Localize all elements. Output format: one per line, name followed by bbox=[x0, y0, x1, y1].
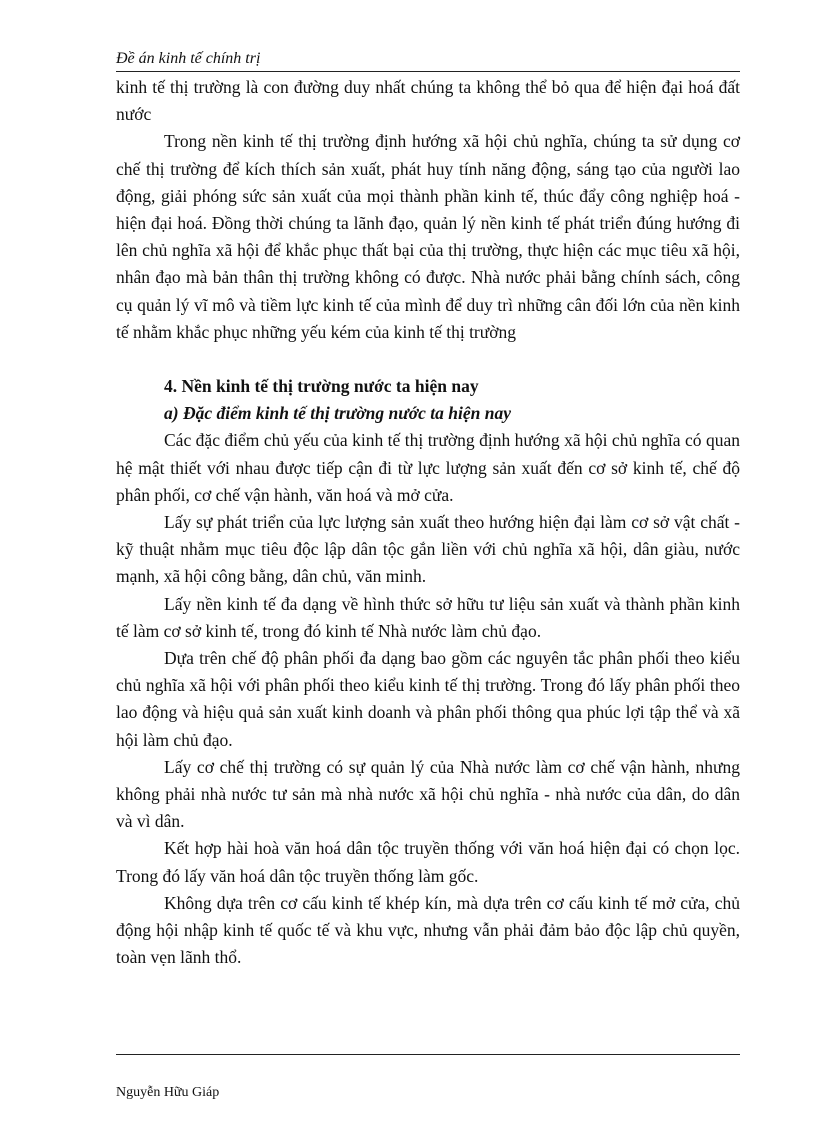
header-rule bbox=[116, 71, 740, 72]
section-title: 4. Nền kinh tế thị trường nước ta hiện nay bbox=[164, 376, 479, 397]
paragraph-distribution: Dựa trên chế độ phân phối đa dạng bao gồm các nguyên tắc phân phối theo kiểu chủ nghĩa xã hội với phân phối theo kiểu kinh tế thị trường. Trong đó lấy phân phối theo lao động và hiệu quả sản xuất kinh doanh và phân phối thông qua phúc lợi tập thể và xã hội làm chủ đạo. bbox=[116, 648, 740, 750]
paragraph-culture: Kết hợp hài hoà văn hoá dân tộc truyền thống với văn hoá hiện đại có chọn lọc. Trong đó lấy văn hoá dân tộc truyền thống làm gốc. bbox=[116, 838, 740, 886]
paragraph-production-forces: Lấy sự phát triển của lực lượng sản xuất theo hướng hiện đại làm cơ sở vật chất - kỹ thuật nhằm mục tiêu độc lập dân tộc gắn liền với chủ nghĩa xã hội, dân giàu, nước mạnh, xã hội công bằng, dân chủ, văn minh. bbox=[116, 512, 740, 587]
paragraph-characteristics: Các đặc điểm chủ yếu của kinh tế thị trường định hướng xã hội chủ nghĩa có quan hệ mật thiết với nhau được tiếp cận đi từ lực lượng sản xuất đến cơ sở kinh tế, chế độ phân phối, cơ chế vận hành, văn hoá và mở cửa. bbox=[116, 430, 740, 505]
paragraph-mechanism: Lấy cơ chế thị trường có sự quản lý của Nhà nước làm cơ chế vận hành, nhưng không phải nhà nước tư sản mà nhà nước xã hội chủ nghĩa - nhà nước của dân, do dân và vì dân. bbox=[116, 756, 740, 832]
paragraph-market-orientation: Trong nền kinh tế thị trường định hướng xã hội chủ nghĩa, chúng ta sử dụng cơ chế thị trường để kích thích sản xuất, phát huy tính năng động, sáng tạo của người lao động, giải phóng sức sản xuất của mọi thành phần kinh tế, thúc đẩy công nghiệp hoá - hiện đại hoá. Đồng thời chúng ta lãnh đạo, quản lý nền kinh tế phát triển đúng hướng đi lên chủ nghĩa xã hội để khắc phục thất bại của thị trường, thực hiện các mục tiêu xã hội, nhân đạo mà bản thân thị trường không có được. Nhà nước phải bằng chính sách, công cụ quản lý vĩ mô và tiềm lực kinh tế của mình để duy trì những cân đối lớn của nền kinh tế nhằm khắc phục những yếu kém của kinh tế thị trường bbox=[116, 131, 740, 342]
footer-rule bbox=[116, 1054, 740, 1055]
subsection-title: a) Đặc điểm kinh tế thị trường nước ta hiện nay bbox=[164, 403, 512, 424]
footer-author: Nguyễn Hữu Giáp bbox=[116, 1085, 220, 1100]
page-header-title: Đề án kinh tế chính trị bbox=[116, 50, 261, 67]
paragraph-ownership: Lấy nền kinh tế đa dạng về hình thức sở hữu tư liệu sản xuất và thành phần kinh tế làm cơ sở kinh tế, trong đó kinh tế Nhà nước làm chủ đạo. bbox=[116, 593, 740, 641]
paragraph-continuation: kinh tế thị trường là con đường duy nhất chúng ta không thể bỏ qua để hiện đại hoá đất nước bbox=[116, 77, 740, 125]
paragraph-openness: Không dựa trên cơ cấu kinh tế khép kín, mà dựa trên cơ cấu kinh tế mở cửa, chủ động hội nhập kinh tế quốc tế và khu vực, nhưng vẫn phải đảm bảo độc lập chủ quyền, toàn vẹn lãnh thổ. bbox=[116, 892, 740, 968]
page-body bbox=[116, 74, 740, 972]
